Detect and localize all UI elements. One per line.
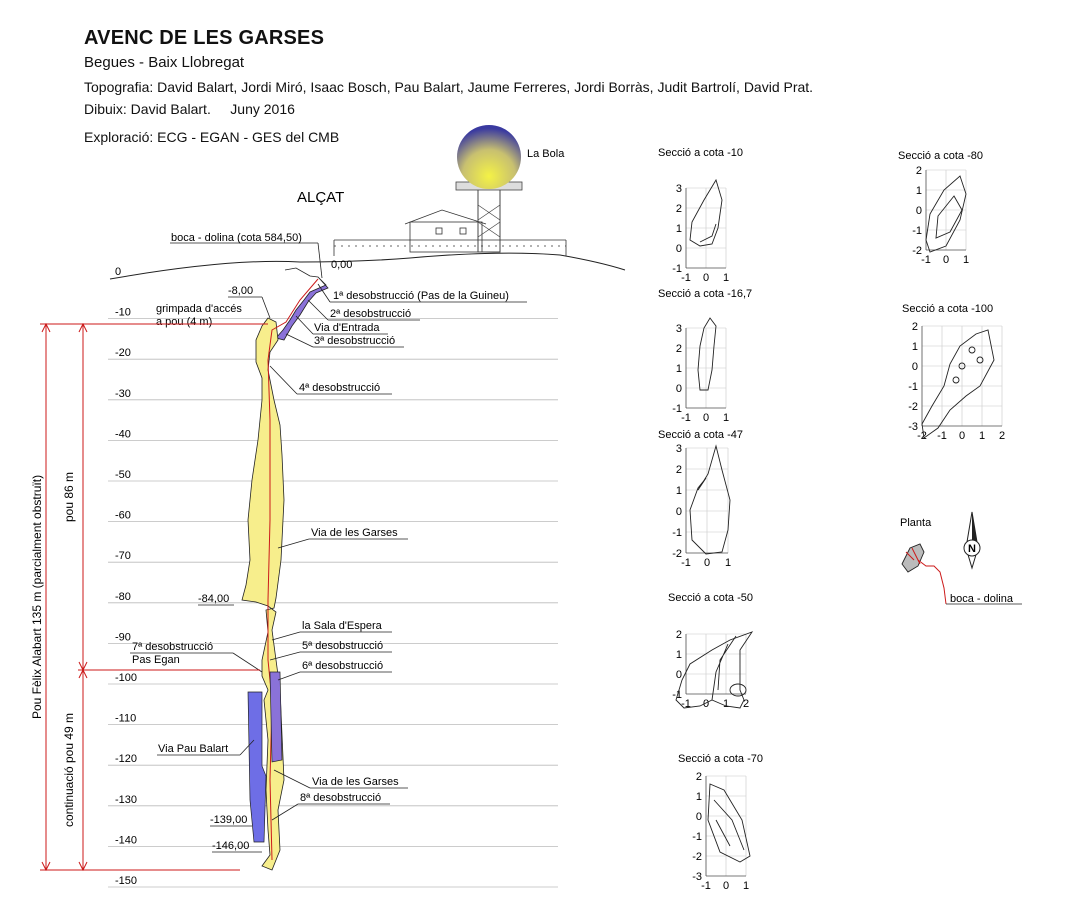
label-4a-desobstruccio: 4ª desobstrucció bbox=[299, 382, 381, 394]
section-x-tick: 0 bbox=[703, 557, 711, 569]
section-x-tick: 0 bbox=[702, 698, 710, 710]
section-y-tick: 2 bbox=[695, 771, 702, 783]
depth-tick-label: -100 bbox=[115, 672, 138, 684]
profile-view-label: ALÇAT bbox=[297, 189, 345, 206]
label-5a-desobstruccio: 5ª desobstrucció bbox=[302, 640, 384, 652]
plan-view bbox=[900, 512, 1022, 605]
depth-tick-label: -20 bbox=[115, 347, 131, 360]
topography-credits: Topografia: David Balart, Jordi Miró, Isaac Bosch, Pau Balart, Jaume Ferreres, Jordi Borràs, Judit Bartrolí, David Prat. bbox=[84, 79, 814, 95]
exploration-credits: Exploració: ECG - EGAN - GES del CMB bbox=[84, 129, 340, 145]
section-x-tick: 1 bbox=[722, 272, 730, 284]
cross-sections bbox=[658, 147, 1005, 892]
section-x-tick: -1 bbox=[681, 698, 691, 710]
section-grid-6 bbox=[902, 303, 1005, 442]
section-y-tick: -2 bbox=[672, 548, 682, 560]
la-bola-label: La Bola bbox=[527, 148, 565, 160]
label-via-garses-2: Via de les Garses bbox=[312, 776, 399, 788]
depth-tick-label: -130 bbox=[115, 793, 138, 806]
section-47-outline bbox=[690, 446, 730, 554]
section-title: Secció a cota -80 bbox=[898, 150, 983, 162]
section-y-tick: 1 bbox=[675, 223, 682, 235]
section-x-tick: -1 bbox=[681, 272, 691, 284]
depth-tick-label: 0 bbox=[115, 266, 122, 278]
north-label: N bbox=[968, 543, 976, 555]
label-3a-desobstruccio: 3ª desobstrucció bbox=[314, 335, 396, 347]
section-title: Secció a cota -70 bbox=[678, 753, 763, 765]
section-y-tick: -2 bbox=[912, 245, 922, 257]
depth-tick-label: -30 bbox=[115, 387, 131, 400]
section-x-tick: 1 bbox=[978, 430, 986, 442]
cote-146: -146,00 bbox=[212, 840, 250, 852]
depth-tick-label: -60 bbox=[115, 509, 131, 522]
section-grid-5 bbox=[898, 150, 983, 266]
depth-tick-label: -10 bbox=[115, 306, 131, 319]
label-pas-egan: Pas Egan bbox=[132, 654, 180, 666]
north-arrow-icon bbox=[964, 512, 980, 568]
depth-tick-label: -110 bbox=[115, 712, 137, 725]
section-y-tick: 1 bbox=[915, 185, 922, 197]
section-y-tick: 2 bbox=[915, 165, 922, 177]
label-8a-desobstruccio: 8ª desobstrucció bbox=[300, 792, 382, 804]
section-title: Secció a cota -10 bbox=[658, 147, 743, 159]
section-y-tick: -3 bbox=[908, 421, 918, 433]
depth-tick-label: -50 bbox=[115, 469, 131, 481]
section-y-tick: 0 bbox=[695, 811, 702, 823]
pou-49-label: continuació pou 49 m bbox=[62, 712, 76, 828]
section-y-tick: 2 bbox=[675, 464, 682, 476]
depth-tick-label: -90 bbox=[115, 631, 131, 644]
label-grimpada-pou: a pou (4 m) bbox=[156, 316, 213, 328]
section-y-tick: 0 bbox=[915, 205, 922, 217]
section-y-tick: 2 bbox=[675, 203, 682, 215]
drawing-date: Juny 2016 bbox=[230, 101, 295, 117]
cote-84: -84,00 bbox=[198, 593, 230, 605]
section-y-tick: -1 bbox=[672, 689, 682, 701]
section-y-tick: 0 bbox=[675, 243, 682, 255]
depth-tick-label: -70 bbox=[115, 550, 131, 563]
section-y-tick: 0 bbox=[911, 361, 918, 373]
label-grimpada: grimpada d'accés bbox=[156, 303, 242, 315]
section-y-tick: 2 bbox=[675, 343, 682, 355]
label-via-entrada: Via d'Entrada bbox=[314, 322, 380, 334]
label-2a-desobstruccio: 2ª desobstrucció bbox=[330, 308, 412, 320]
label-leaders bbox=[130, 284, 527, 852]
cote-0: 0,00 bbox=[331, 259, 353, 271]
section-16-outline bbox=[698, 318, 716, 390]
section-x-tick: -2 bbox=[917, 430, 927, 442]
section-y-tick: -2 bbox=[692, 851, 702, 863]
section-y-tick: 0 bbox=[675, 506, 682, 518]
section-y-tick: 1 bbox=[911, 341, 918, 353]
section-grid-4 bbox=[678, 753, 763, 892]
depth-tick-label: -150 bbox=[115, 875, 138, 887]
section-x-tick: -1 bbox=[921, 254, 931, 266]
section-x-tick: 1 bbox=[742, 880, 750, 892]
lower-purple-passage bbox=[270, 672, 282, 762]
diagram-subtitle: Begues - Baix Llobregat bbox=[84, 54, 245, 71]
depth-tick-label: -80 bbox=[115, 590, 131, 603]
pou-felix-alabart-label: Pou Fèlix Alabart 135 m (parcialment obstruït) bbox=[30, 474, 44, 720]
section-y-tick: 1 bbox=[675, 363, 682, 375]
section-x-tick: 1 bbox=[724, 557, 732, 569]
section-x-tick: 0 bbox=[722, 880, 730, 892]
section-y-tick: -1 bbox=[912, 225, 922, 237]
section-y-tick: 3 bbox=[675, 183, 682, 195]
cote-139: -139,00 bbox=[210, 814, 248, 826]
section-title: Secció a cota -16,7 bbox=[658, 288, 753, 300]
plan-title: Planta bbox=[900, 517, 932, 529]
section-y-tick: 0 bbox=[675, 669, 682, 681]
dibuix-text: Dibuix: David Balart. bbox=[84, 101, 211, 117]
section-y-tick: 3 bbox=[675, 323, 682, 335]
section-x-tick: 0 bbox=[702, 272, 710, 284]
label-6a-desobstruccio: 6ª desobstrucció bbox=[302, 660, 384, 672]
section-x-tick: -1 bbox=[681, 412, 691, 424]
section-x-tick: 1 bbox=[722, 698, 730, 710]
section-x-tick: 2 bbox=[998, 430, 1006, 442]
section-y-tick: -2 bbox=[908, 401, 918, 413]
section-y-tick: -1 bbox=[672, 403, 682, 415]
label-via-garses: Via de les Garses bbox=[311, 527, 398, 539]
profile-view bbox=[30, 125, 625, 887]
surface-building bbox=[334, 210, 566, 256]
section-x-tick: 1 bbox=[722, 412, 730, 424]
section-50-outline bbox=[676, 632, 752, 708]
section-grid-0 bbox=[658, 147, 743, 284]
entrance-label: boca - dolina (cota 584,50) bbox=[171, 232, 302, 244]
section-y-tick: 1 bbox=[675, 485, 682, 497]
section-grid-1 bbox=[658, 288, 752, 424]
section-y-tick: 1 bbox=[695, 791, 702, 803]
section-y-tick: 1 bbox=[675, 649, 682, 661]
section-y-tick: 2 bbox=[675, 629, 682, 641]
via-pau-balart-passage bbox=[248, 692, 266, 842]
label-via-pau-balart: Via Pau Balart bbox=[158, 743, 229, 755]
plan-survey-line bbox=[918, 560, 946, 604]
label-7a-desobstruccio: 7ª desobstrucció bbox=[132, 641, 214, 653]
section-y-tick: -1 bbox=[692, 831, 702, 843]
section-title: Secció a cota -47 bbox=[658, 429, 743, 441]
section-x-tick: 2 bbox=[742, 698, 750, 710]
cote-8: -8,00 bbox=[228, 285, 254, 297]
la-bola-dome bbox=[457, 125, 521, 189]
section-x-tick: -1 bbox=[681, 557, 691, 569]
section-x-tick: 0 bbox=[942, 254, 950, 266]
section-title: Secció a cota -50 bbox=[668, 592, 753, 604]
section-x-tick: 0 bbox=[702, 412, 710, 424]
section-y-tick: -1 bbox=[672, 263, 682, 275]
depth-tick-label: -140 bbox=[115, 834, 138, 847]
label-1a-desobstruccio: 1ª desobstrucció (Pas de la Guineu) bbox=[333, 290, 509, 302]
plan-entrance-label: boca - dolina bbox=[950, 593, 1013, 605]
ground-surface bbox=[110, 253, 625, 279]
section-x-tick: -1 bbox=[701, 880, 711, 892]
depth-tick-label: -120 bbox=[115, 753, 138, 766]
section-x-tick: 1 bbox=[962, 254, 970, 266]
label-sala-espera: la Sala d'Espera bbox=[302, 620, 382, 632]
section-y-tick: 2 bbox=[911, 321, 918, 333]
depth-tick-label: -40 bbox=[115, 428, 131, 441]
section-y-tick: 3 bbox=[675, 443, 682, 455]
section-y-tick: -1 bbox=[908, 381, 918, 393]
section-x-tick: 0 bbox=[958, 430, 966, 442]
diagram-title: AVENC DE LES GARSES bbox=[84, 27, 325, 49]
section-y-tick: 0 bbox=[675, 383, 682, 395]
plan-cave-outline bbox=[902, 544, 924, 572]
section-y-tick: -3 bbox=[692, 871, 702, 883]
section-y-tick: -1 bbox=[672, 527, 682, 539]
section-x-tick: -1 bbox=[937, 430, 947, 442]
pou-86-label: pou 86 m bbox=[62, 471, 76, 523]
section-title: Secció a cota -100 bbox=[902, 303, 994, 315]
